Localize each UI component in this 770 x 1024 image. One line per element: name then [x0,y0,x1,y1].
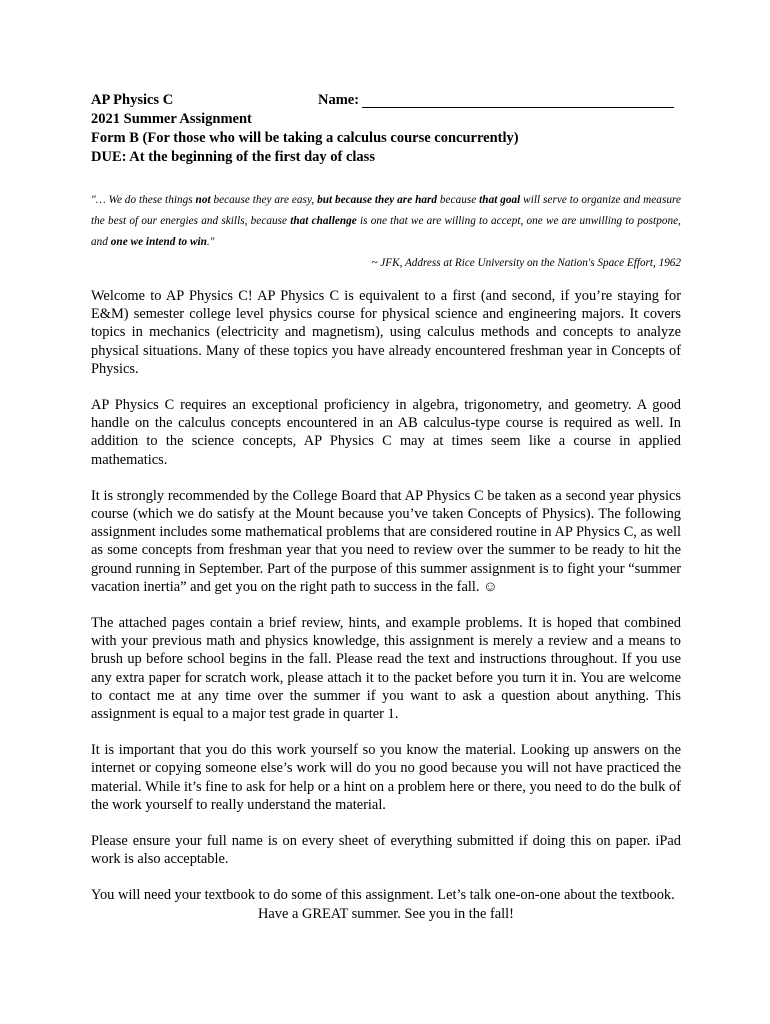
paragraph-requirements: AP Physics C requires an exceptional proficiency in algebra, trigonometry, and geometry. A good handle on the calculus concepts encountered in an AB calculus-type course is required as well. In addition to the science concepts, AP Physics C may at times seem like a course in applied mathematics. [91,397,681,468]
closing-line: Have a GREAT summer. See you in the fall! [258,905,514,922]
paragraph-attached-pages: The attached pages contain a brief review, hints, and example problems. It is hoped that combined with your previous math and physics knowledge, this assignment is merely a review and a means to brush up before school begins in the fall. Please read the text and instructions throughout. If you use any extra paper for scratch work, please attach it to the packet before you turn it in. You are welcome to contact me at any time over the summer if you want to ask a question about anything. This assignment is equal to a major test grade in quarter 1. [91,615,681,723]
due-date: DUE: At the beginning of the first day of class [91,149,375,165]
course-title: AP Physics C [91,92,174,108]
paragraph-textbook: You will need your textbook to do some of this assignment. Let’s talk one-on-one about the textbook. [91,887,675,904]
assignment-title: 2021 Summer Assignment [91,111,252,127]
header-block [91,91,681,167]
form-title: Form B (For those who will be taking a calculus course concurrently) [91,130,519,146]
assignment-page [91,91,681,923]
name-blank-line [362,107,674,108]
paragraph-name-on-sheets: Please ensure your full name is on every sheet of everything submitted if doing this on paper. iPad work is also acceptable. [91,833,681,868]
jfk-quote: "… We do these things not because they are easy, but because they are hard because that goal will serve to organize and measure the best of our energies and skills, because that challenge is one that we are willing to accept, one we are unwilling to postpone, and one we intend to win." [91,194,682,248]
paragraph-welcome: Welcome to AP Physics C! AP Physics C is equivalent to a first (and second, if you’re staying for E&M) semester college level physics course for physical science and engineering majors. It covers topics in mechanics (electricity and magnetism), using calculus methods and concepts to analyze physical situations. Many of these topics you have already encountered freshman year in Concepts of Physics. [91,288,681,377]
paragraph-recommendation: It is strongly recommended by the College Board that AP Physics C be taken as a second year physics course (which we do satisfy at the Mount because you’ve taken Concepts of Physics). The following assignment includes some mathematical problems that are considered routine in AP Physics C, as well as some concepts from freshman year that you need to review over the summer to be ready to hit the ground running in September. Part of the purpose of this summer assignment is to fight your “summer vacation inertia” and get you on the right path to success in the fall. ☺ [91,487,681,595]
name-label: Name: [318,92,360,108]
paragraph-do-own-work: It is important that you do this work yourself so you know the material. Looking up answers on the internet or copying someone else’s work will do you no good because you will not have practiced the material. While it’s fine to ask for help or a hint on a problem here or there, you need to do the bulk of the work yourself to really understand the material. [91,742,681,813]
quote-attribution: ~ JFK, Address at Rice University on the Nation's Space Effort, 1962 [371,257,681,269]
